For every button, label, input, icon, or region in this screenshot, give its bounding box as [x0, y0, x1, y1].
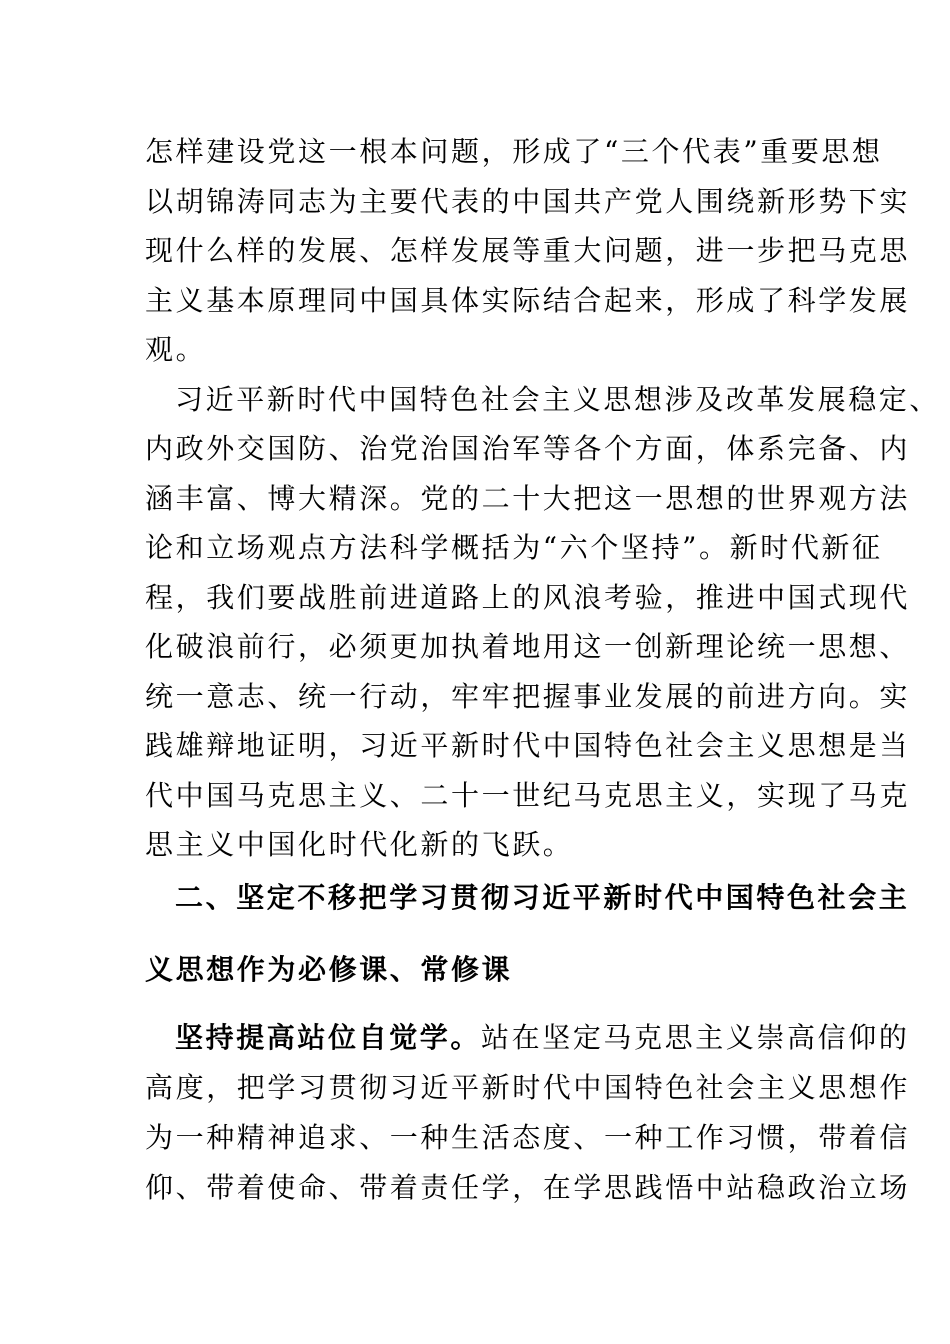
paragraph-2-line-6: 化破浪前行，必须更加执着地用这一创新理论统一思想、: [145, 630, 911, 663]
paragraph-2-line-1: 习近平新时代中国特色社会主义思想涉及改革发展稳定、: [175, 383, 941, 416]
paragraph-2-line-2: 内政外交国防、治党治国治军等各个方面，体系完备、内: [145, 432, 911, 465]
paragraph-2-line-8: 践雄辩地证明，习近平新时代中国特色社会主义思想是当: [145, 729, 911, 762]
paragraph-2-line-5: 程，我们要战胜前进道路上的风浪考验，推进中国式现代: [145, 581, 911, 614]
paragraph-3-line-2: 高度，把学习贯彻习近平新时代中国特色社会主义思想作: [145, 1071, 911, 1104]
paragraph-1-line-5: 观。: [145, 333, 207, 366]
paragraph-2-line-3: 涵丰富、博大精深。党的二十大把这一思想的世界观方法: [145, 482, 911, 515]
paragraph-3-first-rest: 站在坚定马克思主义崇高信仰的: [481, 1021, 910, 1054]
paragraph-2-line-9: 代中国马克思主义、二十一世纪马克思主义，实现了马克: [145, 779, 911, 812]
section-heading-line-1: 二、坚定不移把学习贯彻习近平新时代中国特色社会主: [175, 881, 910, 914]
paragraph-1-line-2: 以胡锦涛同志为主要代表的中国共产党人围绕新形势下实: [145, 185, 911, 218]
paragraph-2-line-7: 统一意志、统一行动，牢牢把握事业发展的前进方向。实: [145, 680, 911, 713]
paragraph-3-lead: 坚持提高站位自觉学。: [175, 1021, 482, 1054]
paragraph-1-line-4: 主义基本原理同中国具体实际结合起来，形成了科学发展: [145, 284, 911, 317]
paragraph-1-line-1: 怎样建设党这一根本问题，形成了“三个代表”重要思想: [145, 135, 883, 168]
paragraph-1-line-3: 现什么样的发展、怎样发展等重大问题，进一步把马克思: [145, 234, 911, 267]
section-heading-line-2: 义思想作为必修课、常修课: [145, 953, 513, 986]
paragraph-3-line-1: [175, 1020, 909, 1056]
paragraph-3-line-3: 为一种精神追求、一种生活态度、一种工作习惯，带着信: [145, 1121, 911, 1154]
paragraph-3-line-4: 仰、带着使命、带着责任学，在学思践悟中站稳政治立场: [145, 1171, 911, 1204]
paragraph-2-line-10: 思主义中国化时代化新的飞跃。: [145, 828, 574, 861]
paragraph-2-line-4: 论和立场观点方法科学概括为“六个坚持”。新时代新征: [145, 531, 883, 564]
